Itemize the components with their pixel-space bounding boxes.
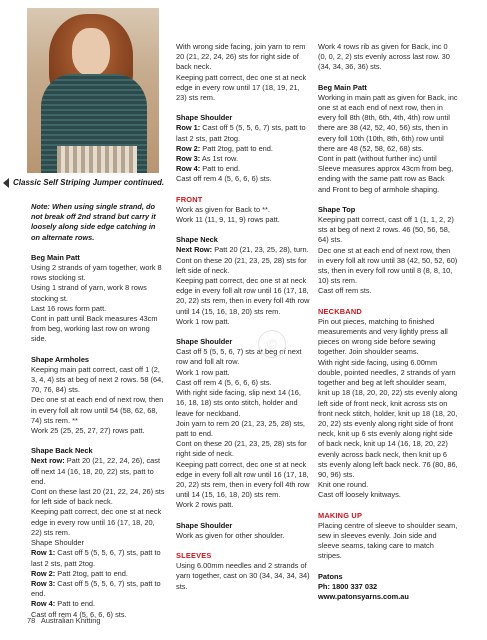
section-front: FRONT bbox=[176, 194, 203, 204]
paragraph: Keeping patt correct, dec one st at neck edge in every row until 17 (18, 19, 21, 23) sts rem. bbox=[176, 72, 307, 103]
paragraph: Work as given for other shoulder. bbox=[176, 530, 285, 540]
paragraph: Cast off rem 4 (5, 6, 6, 6) sts. bbox=[176, 377, 272, 387]
paragraph: Keeping main patt correct, cast off 1 (2, 3, 4, 4) sts at beg of next 2 rows. 58 (64, 70, 76, 84) sts. bbox=[31, 364, 164, 395]
supplier-phone: Ph: 1800 337 032 bbox=[318, 581, 378, 591]
paragraph: Keeping patt correct, dec one st at neck edge in every foll alt row until 16 (17, 18, 20, 22) sts rem, then in every foll 4th row until 14 (15, 16, 18, 20) sts rem. bbox=[176, 459, 310, 500]
paragraph: Using 2 strands of yarn together, work 8 rows stocking st. bbox=[31, 263, 162, 283]
paragraph: Cont in patt (without further inc) until Sleeve measures approx 43cm from beg, ending with the same patt row as Back and Front to beg of armhole shaping. bbox=[318, 154, 454, 194]
paragraph: Join yarn to rem 20 (21, 23, 25, 28) sts, patt to end. bbox=[176, 418, 305, 438]
paragraph: Cast off 5 (5, 5, 6, 7) sts at beg of next row and foll alt row. bbox=[176, 347, 302, 367]
paragraph: Cont in patt until Back measures 43cm from beg, working last row on wrong side. bbox=[31, 314, 158, 344]
paragraph: Cont on these last 20 (21, 22, 24, 26) sts for left side of back neck. bbox=[31, 487, 165, 507]
heading-shape-armholes: Shape Armholes bbox=[31, 354, 90, 364]
heading-beg-main-patt: Beg Main Patt bbox=[31, 252, 80, 262]
paragraph: Keeping patt correct, cast off 1 (1, 1, 2, 2) sts at beg of next 2 rows. 46 (50, 56, 58, 64) sts. bbox=[318, 215, 454, 245]
heading-shape-neck: Shape Neck bbox=[176, 235, 218, 245]
row-instruction: Row 2: Patt 2tog, patt to end. bbox=[31, 568, 128, 578]
heading-shape-shoulder-3: Shape Shoulder bbox=[176, 520, 233, 530]
row-instruction: Row 1: Cast off 5 (5, 5, 6, 7) sts, patt to last 2 sts, patt 2tog. bbox=[176, 123, 306, 143]
paragraph: With right side facing, slip next 14 (16, 16, 18, 18) sts onto stitch, holder and leave for neckband. bbox=[176, 388, 301, 418]
yarn-note: Note: When using single strand, do not break off 2nd strand but carry it loosely along side edge catching in on alternate rows. bbox=[31, 202, 156, 242]
section-making-up: MAKING UP bbox=[318, 510, 363, 520]
paragraph: Cast off rem 4 (5, 6, 6, 6) sts. bbox=[176, 174, 272, 184]
heading-shape-shoulder: Shape Shoulder bbox=[176, 113, 233, 123]
paragraph: Work 4 rows rib as given for Back, inc 0 (0, 0, 2, 2) sts evenly across last row. 30 (34, 34, 36, 36) sts. bbox=[318, 42, 450, 72]
paragraph: Work 25 (25, 25, 27, 27) rows patt. bbox=[31, 426, 145, 436]
paragraph: Placing centre of sleeve to shoulder seam, sew in sleeves evenly. Join side and sleeve seams, taking care to match stripes. bbox=[318, 520, 458, 561]
column-2 bbox=[176, 42, 310, 592]
magazine-name: Australian Knitting bbox=[40, 616, 101, 625]
paragraph: Cont on these 20 (21, 23, 25, 28) sts for right side of neck. bbox=[176, 439, 307, 459]
skirt bbox=[57, 146, 137, 173]
paragraph: Keeping patt correct, dec one st at neck edge in every row until 16 (17, 18, 20, 22) sts rem. bbox=[31, 507, 162, 537]
row-instruction: Row 4: Patt to end. bbox=[176, 164, 241, 174]
page-number: 78 bbox=[27, 616, 36, 625]
supplier-name: Patons bbox=[318, 571, 343, 581]
paragraph: With right side facing, using 6.00mm double, pointed needles, 2 strands of yarn together and beg at left shoulder seam, knit up 18 (18, 20, 20, 22) sts evenly along left side of front neck, knit across sts on front neck stitch, holder, knit up 18 (18, 20, 20, 22) sts evenly along right side of front neck, knit up 6 sts evenly along right side of back neck, knit up 14 (16, 18, 20, 22) evenly across back neck, then knit up 6 sts evenly along left back neck. 76 (80, 86, 90, 96) sts. bbox=[318, 357, 458, 479]
heading-shape-shoulder-2: Shape Shoulder bbox=[176, 337, 233, 347]
triangle-pointer-icon bbox=[3, 178, 9, 188]
heading-shape-back-neck: Shape Back Neck bbox=[31, 446, 93, 456]
paragraph: Using 1 strand of yarn, work 8 rows stocking st. bbox=[31, 283, 147, 303]
paragraph: Cont on these 20 (21, 23, 25, 28) sts for left side of neck. bbox=[176, 255, 307, 275]
paragraph: Cast off rem sts. bbox=[318, 286, 372, 296]
paragraph: Cast off loosely knitways. bbox=[318, 490, 401, 500]
row-instruction: Row 3: Cast off 5 (5, 5, 6, 7) sts, patt to end. bbox=[31, 578, 161, 599]
row-instruction: Row 2: Patt 2tog, patt to end. bbox=[176, 143, 273, 153]
paragraph: Work 1 row patt. bbox=[176, 316, 230, 326]
column-1 bbox=[31, 202, 166, 620]
row-instruction: Row 4: Patt to end. bbox=[31, 599, 96, 609]
paragraph: Next row: Patt 20 (21, 22, 24, 26), cast off next 14 (16, 18, 20, 22) sts, patt to end. bbox=[31, 456, 161, 486]
paragraph: Next Row: Patt 20 (21, 23, 25, 28), turn. bbox=[176, 245, 309, 255]
paragraph: Pin out pieces, matching to finished measurements and very lightly press all pieces on wrong side before sewing together. Join shoulder seams. bbox=[318, 316, 448, 357]
heading-beg-main-patt-sleeve: Beg Main Patt bbox=[318, 82, 367, 92]
paragraph: Work 1 row patt. bbox=[176, 367, 230, 377]
column-3 bbox=[318, 42, 458, 602]
heading-shape-top: Shape Top bbox=[318, 204, 356, 214]
paragraph: Shape Shoulder bbox=[31, 538, 85, 548]
paragraph: Work 11 (11, 9, 11, 9) rows patt. bbox=[176, 215, 280, 225]
paragraph: Dec one st at each end of next row, then in every foll alt row until 38 (42, 50, 52, 60) sts, then in every foll row until 8 (8, 8, 10, 10) sts rem. bbox=[318, 245, 458, 286]
paragraph: Work as given for Back to **. bbox=[176, 204, 270, 214]
supplier-website-link[interactable]: www.patonsyarns.com.au bbox=[318, 591, 409, 601]
section-neckband: NECKBAND bbox=[318, 306, 362, 316]
paragraph: Using 6.00mm needles and 2 strands of yarn together, cast on 30 (34, 34, 34, 34) sts. bbox=[176, 561, 310, 591]
model-face bbox=[72, 28, 110, 76]
paragraph: Dec one st at each end of next row, then in every foll alt row until 54 (58, 62, 68, 74) sts rem. ** bbox=[31, 395, 164, 425]
row-instruction: Row 1: Cast off 5 (5, 5, 6, 7) sts, patt to last 2 sts, patt 2tog. bbox=[31, 548, 161, 568]
paragraph: Cast off rem 4 (5, 6, 6, 6) sts. bbox=[31, 609, 127, 619]
photo-caption: Classic Self Striping Jumper continued. bbox=[3, 178, 164, 188]
section-sleeves: SLEEVES bbox=[176, 550, 212, 560]
page-footer bbox=[27, 616, 100, 625]
model-photo bbox=[27, 8, 159, 173]
paragraph: Keeping patt correct, dec one st at neck edge in every foll alt row until 16 (17, 18, 20, 22) sts rem, then in every foll 4th row until 14 (15, 16, 18, 20) sts rem. bbox=[176, 276, 310, 316]
paragraph: Work 2 rows patt. bbox=[176, 500, 234, 510]
paragraph: With wrong side facing, join yarn to rem 20 (21, 22, 24, 26) sts for right side of back neck. bbox=[176, 42, 306, 72]
watermark-seal: © bbox=[258, 330, 286, 358]
paragraph: Knit one round. bbox=[318, 480, 369, 490]
paragraph: Working in main patt as given for Back, inc one st at each end of next row, then in every foll 8th (8th, 6th, 4th, 4th) row until there are 38 (42, 52, 40, 56) sts, then in every foll 10th (10th, 8th, 6th) row until there are 48 (52, 58, 62, 68) sts. bbox=[318, 92, 458, 153]
row-instruction: Row 3: As 1st row. bbox=[176, 154, 239, 164]
paragraph: Last 16 rows form patt. bbox=[31, 303, 107, 313]
